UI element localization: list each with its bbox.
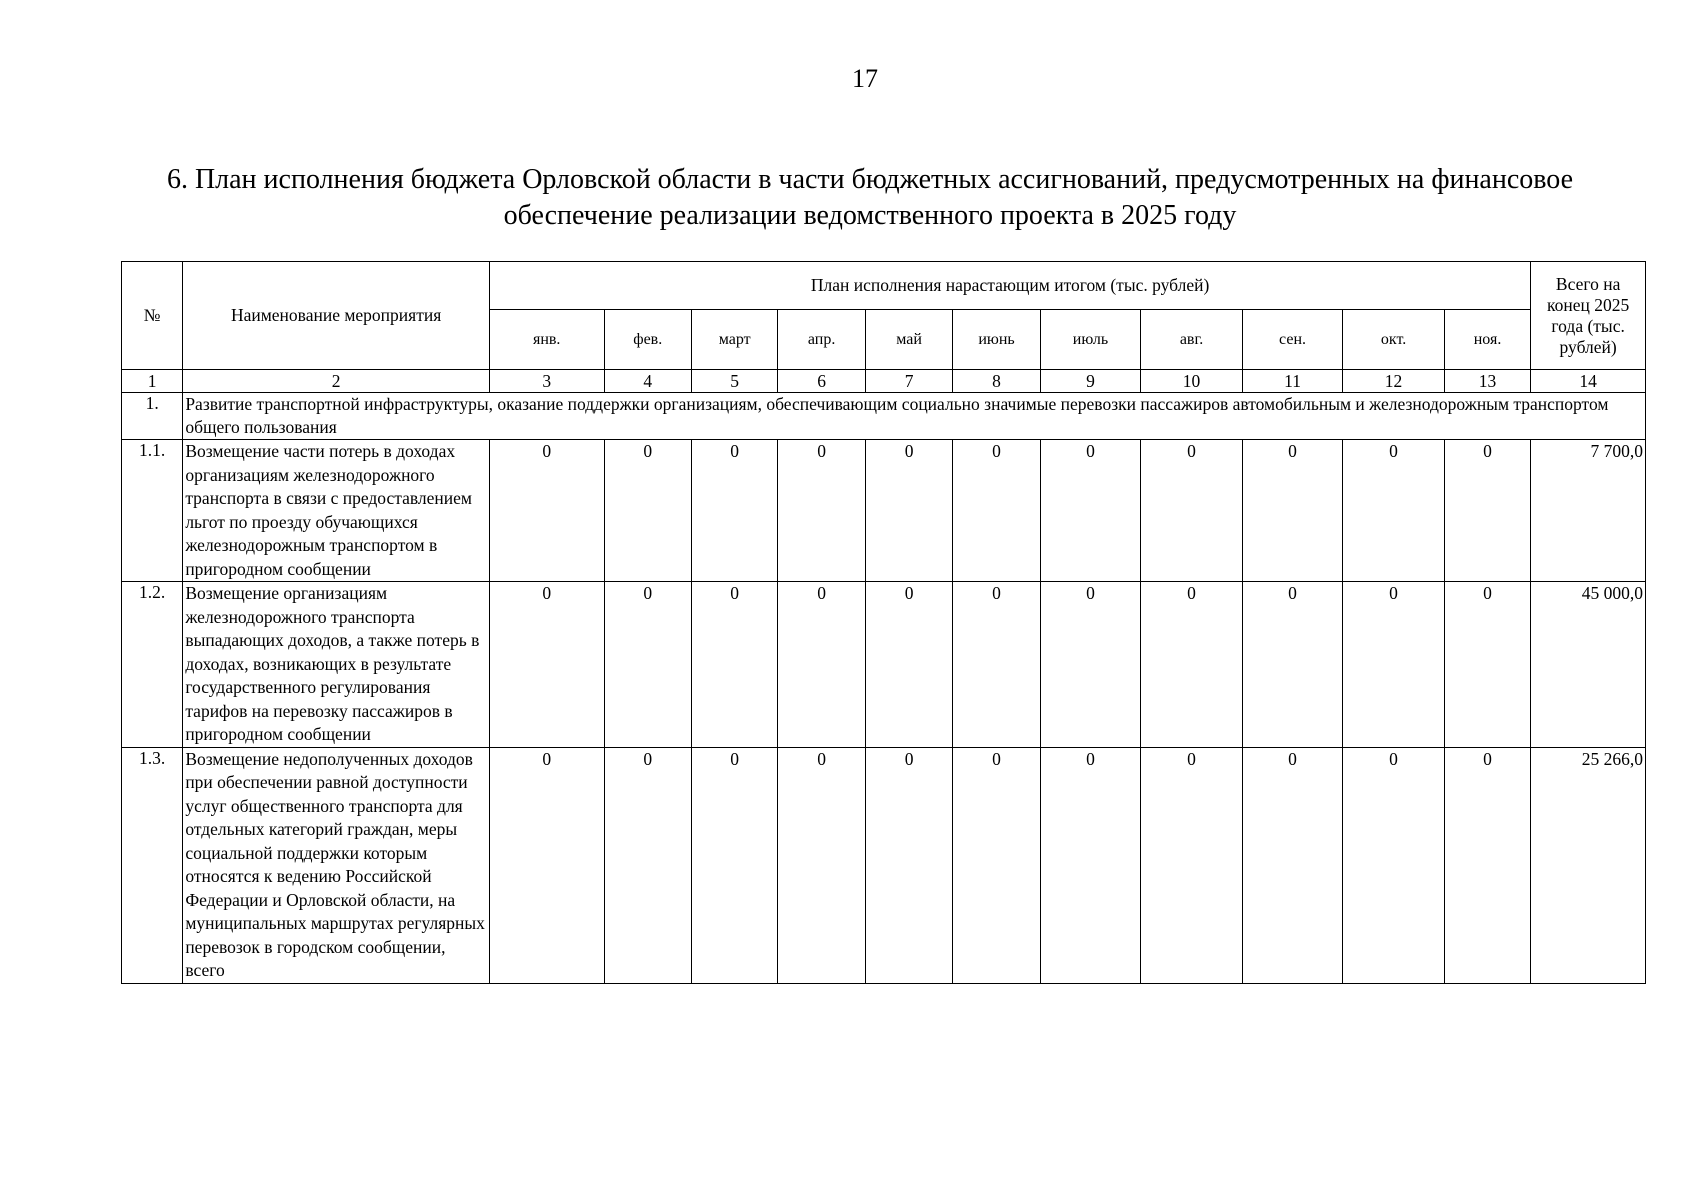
month-value: 0 bbox=[778, 582, 865, 748]
table-row bbox=[122, 747, 1646, 983]
month-value: 0 bbox=[489, 440, 604, 582]
header-month: авг. bbox=[1141, 310, 1243, 370]
header-name: Наименование мероприятия bbox=[183, 262, 490, 370]
header-plan: План исполнения нарастающим итогом (тыс. рублей) bbox=[489, 262, 1530, 310]
row-name: Возмещение недополученных доходов при обеспечении равной доступности услуг общественного транспорта для отдельных категорий граждан, меры социальной поддержки которым относятся к ведению Российской Федерации и Орловской области, на муниципальных маршрутах регулярных перевозок в городском сообщении, всего bbox=[183, 747, 490, 983]
header-total: Всего на конец 2025 года (тыс. рублей) bbox=[1531, 262, 1646, 370]
month-value: 0 bbox=[1242, 582, 1343, 748]
row-num: 1.3. bbox=[122, 747, 183, 983]
header-month: март bbox=[691, 310, 777, 370]
row-name: Возмещение части потерь в доходах организациям железнодорожного транспорта в связи с предоставлением льгот по проезду обучающихся железнодорожным транспортом в пригородном сообщении bbox=[183, 440, 490, 582]
header-month: фев. bbox=[604, 310, 691, 370]
month-value: 0 bbox=[1242, 747, 1343, 983]
column-number: 13 bbox=[1444, 370, 1530, 393]
column-number: 5 bbox=[691, 370, 777, 393]
table-row bbox=[122, 440, 1646, 582]
header-month: ноя. bbox=[1444, 310, 1530, 370]
month-value: 0 bbox=[1444, 582, 1530, 748]
month-value: 0 bbox=[604, 747, 691, 983]
header-month: апр. bbox=[778, 310, 865, 370]
row-total: 45 000,0 bbox=[1531, 582, 1646, 748]
column-number: 8 bbox=[953, 370, 1040, 393]
header-num: № bbox=[122, 262, 183, 370]
budget-plan-table bbox=[121, 261, 1646, 984]
row-name: Возмещение организациям железнодорожного транспорта выпадающих доходов, а также потерь в доходах, возникающих в результате государственного регулирования тарифов на перевозку пассажиров в пригородном сообщении bbox=[183, 582, 490, 748]
month-value: 0 bbox=[1040, 440, 1141, 582]
month-value: 0 bbox=[953, 747, 1040, 983]
month-value: 0 bbox=[1141, 747, 1243, 983]
row-total: 25 266,0 bbox=[1531, 747, 1646, 983]
page-number: 17 bbox=[852, 64, 878, 93]
column-number: 1 bbox=[122, 370, 183, 393]
document-title bbox=[110, 162, 1630, 234]
column-number: 3 bbox=[489, 370, 604, 393]
column-number: 14 bbox=[1531, 370, 1646, 393]
column-number: 12 bbox=[1343, 370, 1445, 393]
month-value: 0 bbox=[778, 747, 865, 983]
month-value: 0 bbox=[1444, 440, 1530, 582]
month-value: 0 bbox=[865, 582, 952, 748]
column-number: 6 bbox=[778, 370, 865, 393]
month-value: 0 bbox=[953, 440, 1040, 582]
month-value: 0 bbox=[1444, 747, 1530, 983]
row-num: 1.2. bbox=[122, 582, 183, 748]
header-month: сен. bbox=[1242, 310, 1343, 370]
title-line-2: обеспечение реализации ведомственного проекта в 2025 году bbox=[503, 200, 1237, 231]
column-number: 11 bbox=[1242, 370, 1343, 393]
row-total: 7 700,0 bbox=[1531, 440, 1646, 582]
month-value: 0 bbox=[604, 440, 691, 582]
section-row bbox=[122, 393, 1646, 440]
section-title: Развитие транспортной инфраструктуры, оказание поддержки организациям, обеспечивающим социально значимые перевозки пассажиров автомобильным и железнодорожным транспортом общего пользования bbox=[183, 393, 1646, 440]
header-month: июль bbox=[1040, 310, 1141, 370]
header-month: июнь bbox=[953, 310, 1040, 370]
header-month: май bbox=[865, 310, 952, 370]
column-number: 9 bbox=[1040, 370, 1141, 393]
column-number: 10 bbox=[1141, 370, 1243, 393]
month-value: 0 bbox=[1141, 582, 1243, 748]
header-month: окт. bbox=[1343, 310, 1445, 370]
month-value: 0 bbox=[489, 582, 604, 748]
month-value: 0 bbox=[1343, 440, 1445, 582]
month-value: 0 bbox=[691, 747, 777, 983]
section-num: 1. bbox=[122, 393, 183, 440]
month-value: 0 bbox=[865, 440, 952, 582]
month-value: 0 bbox=[1141, 440, 1243, 582]
month-value: 0 bbox=[489, 747, 604, 983]
month-value: 0 bbox=[1040, 747, 1141, 983]
column-number: 4 bbox=[604, 370, 691, 393]
month-value: 0 bbox=[1040, 582, 1141, 748]
title-line-1: 6. План исполнения бюджета Орловской области в части бюджетных ассигнований, предусмотренных на финансовое bbox=[166, 164, 1574, 195]
month-value: 0 bbox=[1242, 440, 1343, 582]
month-value: 0 bbox=[1343, 747, 1445, 983]
month-value: 0 bbox=[604, 582, 691, 748]
month-value: 0 bbox=[691, 440, 777, 582]
column-number: 7 bbox=[865, 370, 952, 393]
month-value: 0 bbox=[865, 747, 952, 983]
column-number: 2 bbox=[183, 370, 490, 393]
row-num: 1.1. bbox=[122, 440, 183, 582]
header-month: янв. bbox=[489, 310, 604, 370]
table-row bbox=[122, 582, 1646, 748]
month-value: 0 bbox=[1343, 582, 1445, 748]
month-value: 0 bbox=[691, 582, 777, 748]
month-value: 0 bbox=[953, 582, 1040, 748]
month-value: 0 bbox=[778, 440, 865, 582]
